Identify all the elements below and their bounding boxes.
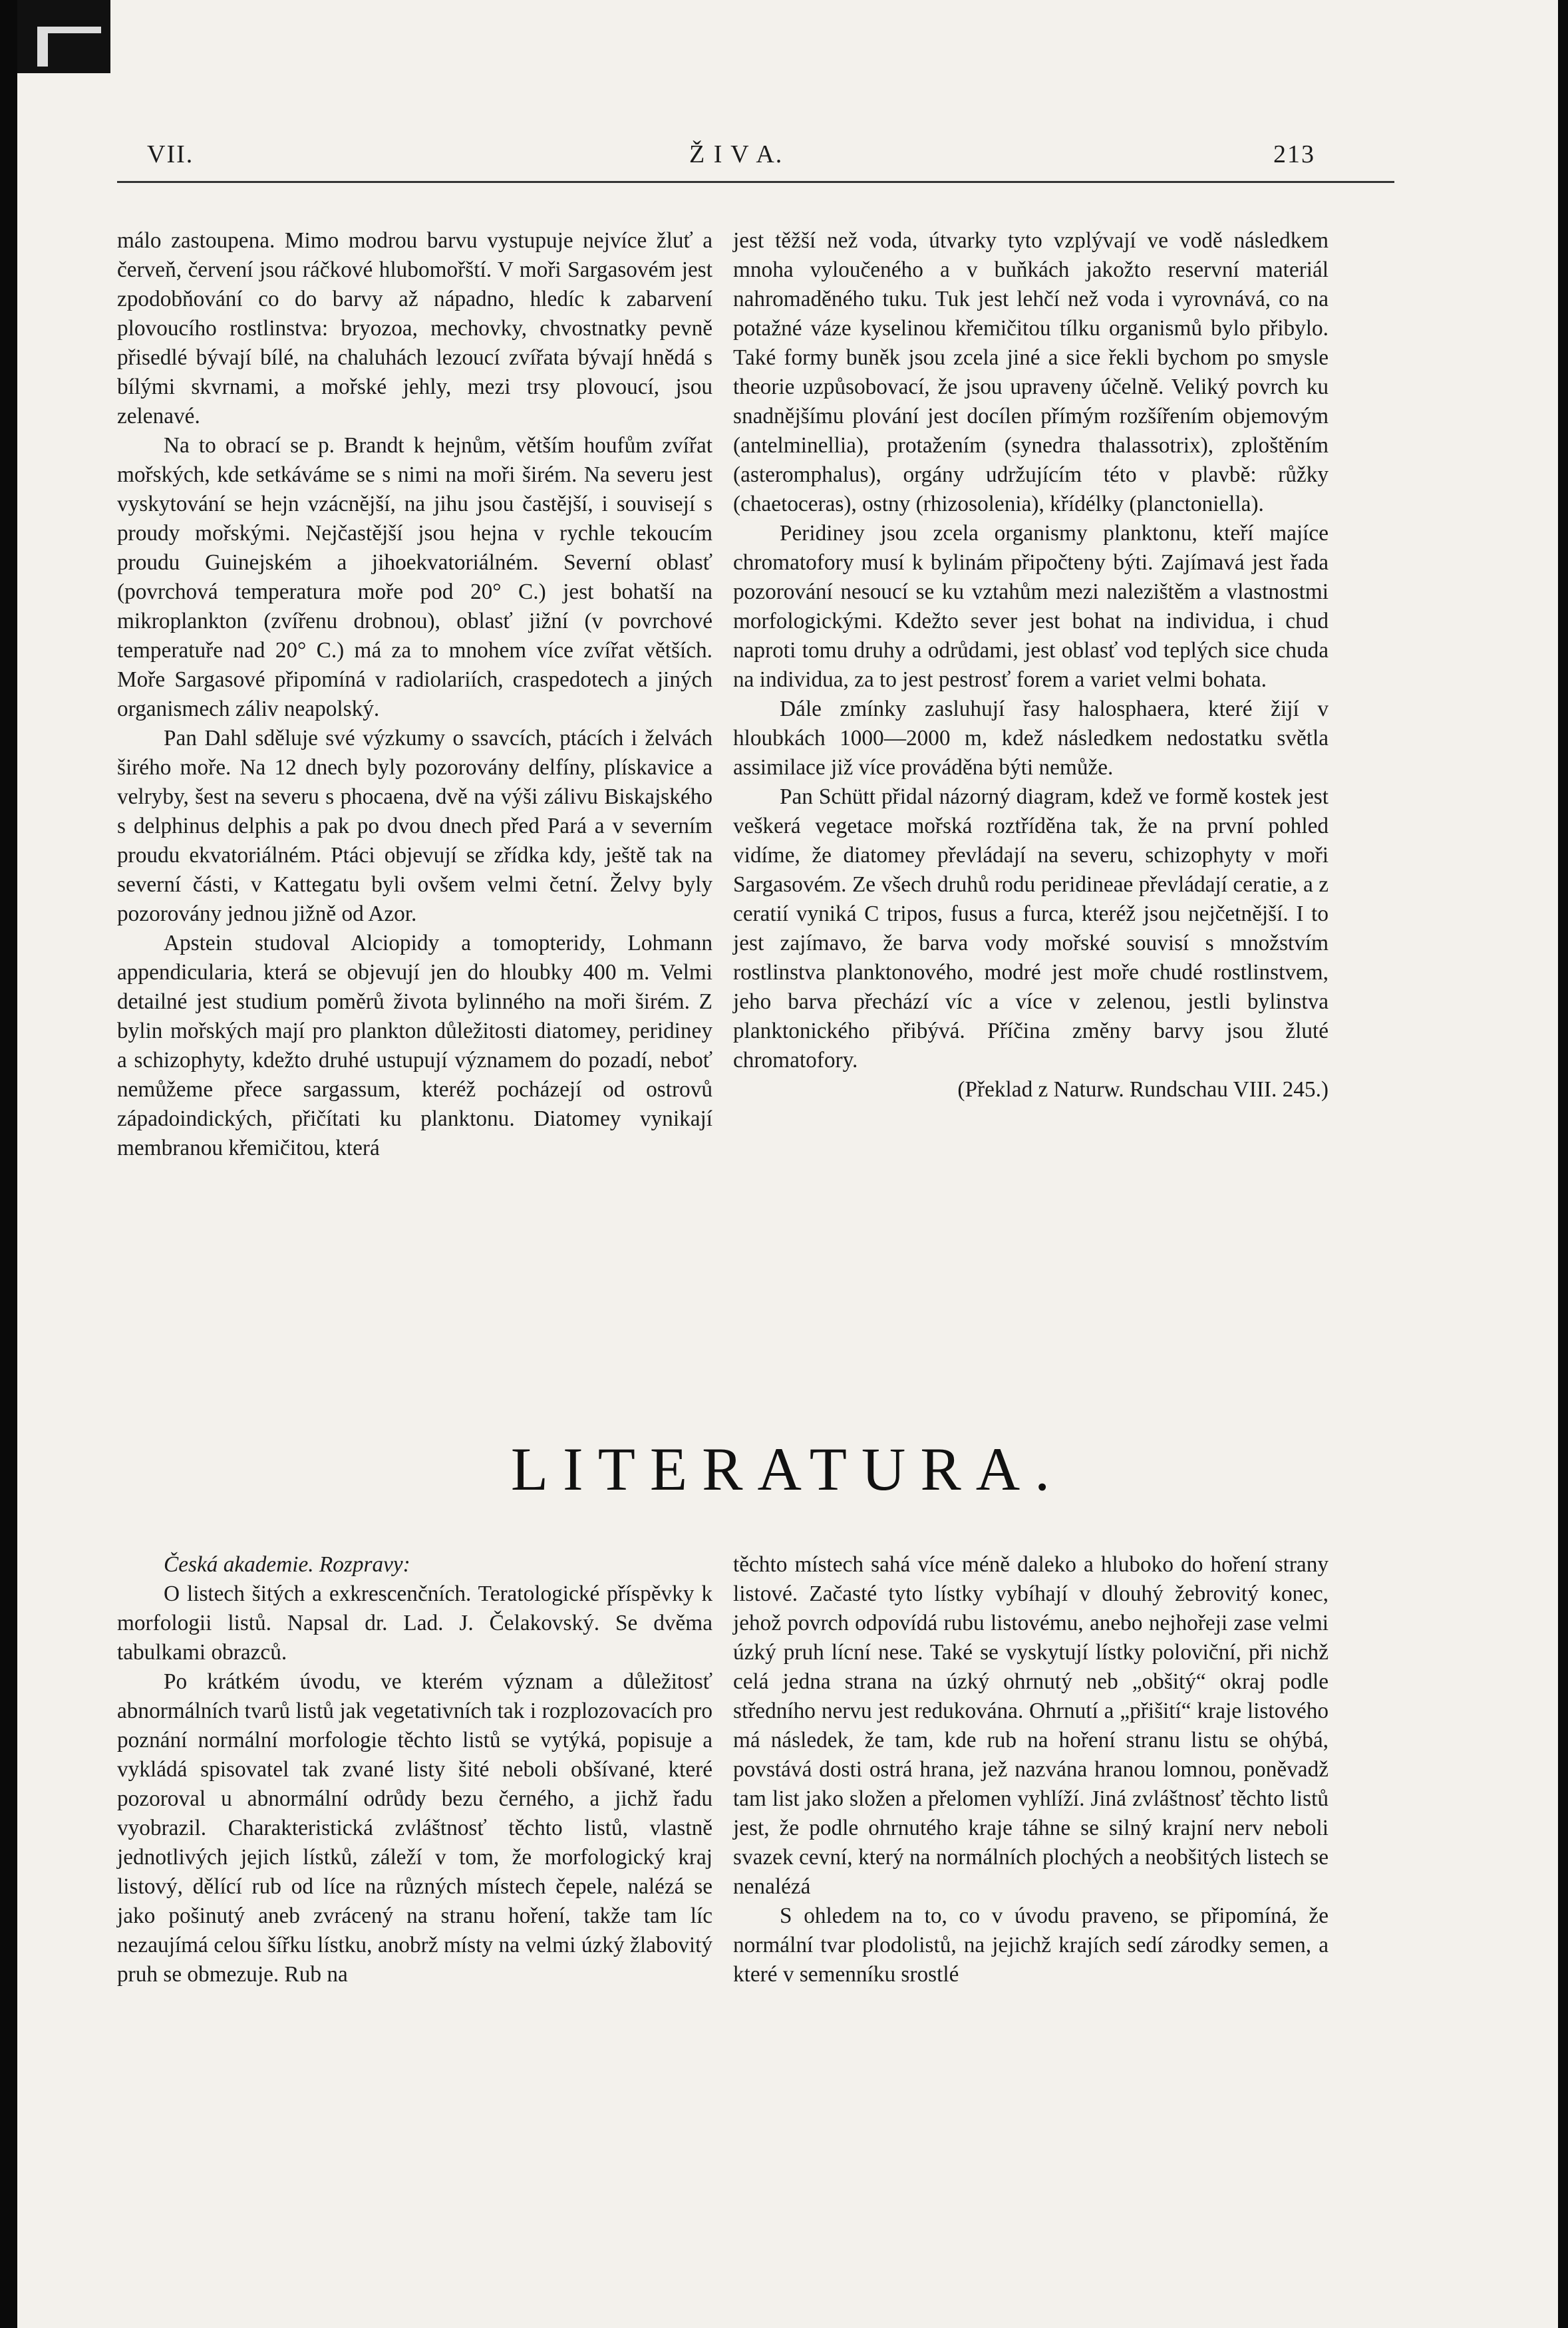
running-header: [17, 140, 1558, 180]
paragraph: Na to obrací se p. Brandt k hejnům, větším houfům zvířat mořských, kde setkáváme se s nimi na moři širém. Na severu jest vyskytování se hejn vzácnější, na jihu jsou častější, i souvisejí s proudy mořskými. Nejčastější jsou hejna v rychle tekoucím proudu Guinejském a jihoekvatoriálném. Severní oblasť (povrchová temperatura moře pod 20° C.) jest bohatší na mikroplankton (zvířenu drobnou), oblasť jižní (v povrchové temperatuře nad 20° C.) má za to mnohem více zvířat větších. Moře Sargasové připomíná v radiolariích, craspedotech a jiných organismech záliv neapolský.: [117, 433, 712, 721]
translation-source: (Překlad z Naturw. Rundschau VIII. 245.): [957, 1077, 1329, 1102]
header-rule: [117, 181, 1394, 183]
paragraph: Peridiney jsou zcela organismy planktonu, kteří majíce chromatofory musí k bylinám připočteny býti. Zajímavá jest řada pozorování nesoucí se ku vztahům mezi nalezištěm a vlastnostmi morfologickými. Kdežto sever jest bohat na individua, i chud naproti tomu druhy a odrůdami, jest oblasť vod teplých sice chuda na individua, za to jest pestrosť forem a variet velmi bohata.: [733, 521, 1329, 692]
section-title: LITERATURA.: [510, 1435, 1065, 1503]
book-title: O listech šitých a exkrescenčních. Teratologické příspěvky k morfologii listů. Napsal dr. Lad. J. Čelakovský. Se dvěma tabulkami obrazců.: [117, 1581, 712, 1665]
literatura-right-column: [733, 1550, 1329, 1989]
paragraph: Pan Schütt přidal názorný diagram, kdež ve formě kostek jest veškerá vegetace mořská roztříděna tak, že na první pohled vidíme, že diatomey převládají na severu, schizophyty v moři Sargasovém. Ze všech druhů rodu peridineae převládají ceratie, a z ceratií vyniká C tripos, fusus a furca, kteréž jsou nejčetnější. I to jest zajímavo, že barva vody mořské souvisí s množstvím rostlinstva planktonového, modré jest moře chudé rostlinstvem, jeho barva přechází víc a více v zelenou, jestli bylinstva planktonického přibývá. Příčina změny barvy jsou žluté chromatofory.: [733, 784, 1329, 1073]
literatura-left-column: [117, 1550, 712, 1989]
journal-title: Ž I V A.: [689, 140, 784, 168]
publisher-line: Česká akademie. Rozpravy:: [164, 1552, 410, 1577]
article-right-column: [733, 226, 1329, 1104]
paragraph: těchto místech sahá více méně daleko a hluboko do hoření strany listové. Začasté tyto lístky vybíhají v dlouhý žebrovitý konec, jehož povrch odpovídá rubu listovému, anebo nejhořeji zase velmi úzký pruh lícní nese. Také se vyskytují lístky poloviční, při nichž celá jedna strana na úzký ohrnutý neb „obšitý“ okraj podle středního nervu jest redukována. Ohrnutí a „přišití“ kraje listového má následek, že tam, kde rub na hoření stranu listu se ohýbá, povstává dosti ostrá hrana, jež nazvána hranou lomnou, poněvadž tam list jako složen a přelomen vyhlíží. Jiná zvláštnosť těchto listů jest, že podle ohrnutého kraje táhne se silný krajní nerv neboli svazek cevní, který na normálních plochých a neobšitých listech se nenalézá: [733, 1552, 1329, 1899]
paragraph: málo zastoupena. Mimo modrou barvu vystupuje nejvíce žluť a červeň, červení jsou ráčkové hlubomořští. V moři Sargasovém jest zpodobňování co do barvy až nápadno, hledíc k zabarvení plovoucího rostlinstva: bryozoa, mechovky, chvostnatky pevně přisedlé bývají bílé, na chaluhách lezoucí zvířata bývají hnědá s bílými skvrnami, a mořské jehly, mezi trsy plovoucí, jsou zelenavé.: [117, 228, 712, 428]
scanned-page: [17, 0, 1558, 2328]
paragraph: S ohledem na to, co v úvodu praveno, se připomíná, že normální tvar plodolistů, na jejichž krajích sedí zárodky semen, a které v semenníku srostlé: [733, 1904, 1329, 1987]
paragraph: Po krátkém úvodu, ve kterém význam a důležitosť abnormálních tvarů listů jak vegetativních tak i rozplozovacích pro poznání normální morfologie těchto listů se vytýká, popisuje a vykládá spisovatel tak zvané listy šité neboli obšívané, které pozoroval u abnormální odrůdy bezu černého, a jichž řadu vyobrazil. Charakteristická zvláštnosť těchto listů, vlastně jednotlivých jejich lístků, záleží v tom, že morfologický kraj listový, dělící rub od líce na různých místech čepele, nalézá se jako pošinutý aneb zvrácený na stranu hoření, takže tam líc nezaujímá celou šířku lístku, anobrž místy na velmi úzký žlabovitý pruh se obmezuje. Rub na: [117, 1669, 712, 1987]
paragraph: Apstein studoval Alciopidy a tomopteridy, Lohmann appendicularia, která se objevují jen do hloubky 400 m. Velmi detailné jest studium poměrů života bylinného na moři širém. Z bylin mořských mají pro plankton důležitosti diatomey, peridiney a schizophyty, kdežto druhé ustupují významem do pozadí, neboť nemůžeme přece sargassum, kteréž pocházejí od ostrovů západoindických, přičítati ku planktonu. Diatomey vynikají membranou křemičitou, která: [117, 931, 712, 1160]
paragraph: jest těžší než voda, útvarky tyto vzplývají ve vodě následkem mnoha vyloučeného a v buňkách jakožto reservní materiál nahromaděného tuku. Tuk jest lehčí než voda i vyrovnává, co na potažné váze kyselinou křemičitou tílku organismů bylo přibylo. Také formy buněk jsou zcela jiné a sice řekli bychom po smysle theorie uzpůsobovací, že jsou upraveny účelně. Veliký povrch ku snadnějšímu plování jest docílen přímým rozšířením objemovým (antelminellia), protažením (synedra thalassotrix), zploštěním (asteromphalus), orgány udržujícím této v plavbě: růžky (chaetoceras), ostny (rhizosolenia), křídélky (planctoniella).: [733, 228, 1329, 516]
scan-corner-artifact: [17, 0, 150, 100]
page-number: 213: [1273, 140, 1315, 168]
paragraph: Dále zmínky zasluhují řasy halosphaera, které žijí v hloubkách 1000—2000 m, kdež následkem nedostatku světla assimilace již více prováděna býti nemůže.: [733, 697, 1329, 780]
paragraph: Pan Dahl sděluje své výzkumy o ssavcích, ptácích i želvách širého moře. Na 12 dnech byly pozorovány delfíny, plískavice a velryby, šest na severu s phocaena, dvě na výši zálivu Biskajského s delphinus delphis a pak po dvou dnech před Pará a v severním proudu ekvatoriálném. Ptáci objevují se zřídka kdy, ještě tak na severní části, v Kattegatu byli ovšem velmi četní. Želvy byly pozorovány jednou jižně od Azor.: [117, 726, 712, 926]
article-left-column: [117, 226, 712, 1163]
volume-number: VII.: [147, 140, 194, 168]
